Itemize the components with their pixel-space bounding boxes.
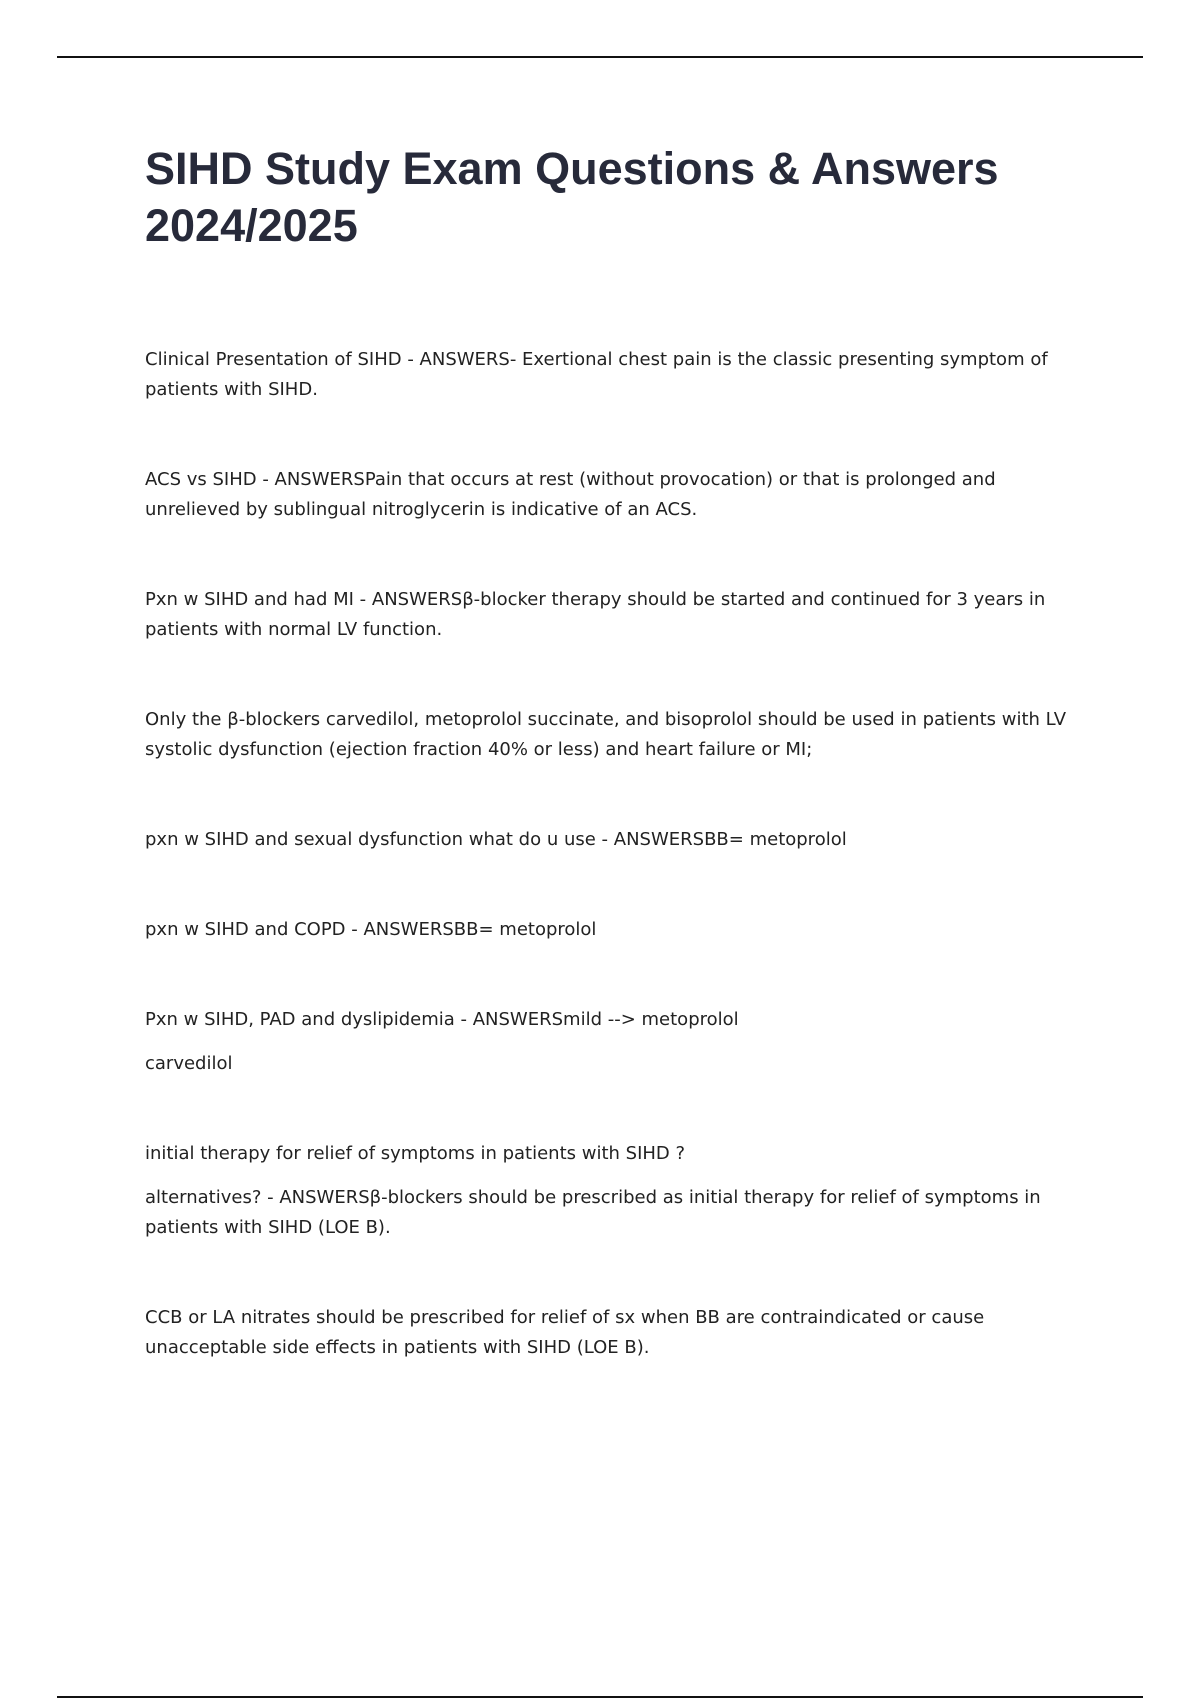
entry-copd: pxn w SIHD and COPD - ANSWERSBB= metoprolol bbox=[145, 919, 597, 940]
entry-clinical-presentation: Clinical Presentation of SIHD - ANSWERS- Exertional chest pain is the classic presenting symptom of patients with SIHD. bbox=[145, 349, 1048, 400]
entry-sihd-mi: Pxn w SIHD and had MI - ANSWERSβ-blocker therapy should be started and continued for 3 years in patients with normal LV function. bbox=[145, 589, 1046, 640]
entry-alternatives: alternatives? - ANSWERSβ-blockers should be prescribed as initial therapy for relief of symptoms in patients with SIHD (LOE B). bbox=[145, 1187, 1041, 1238]
footer-rule bbox=[57, 1696, 1143, 1698]
entry-carvedilol: carvedilol bbox=[145, 1053, 233, 1074]
document-title: SIHD Study Exam Questions & Answers 2024/2025 bbox=[145, 143, 999, 251]
entry-pad-dyslipidemia: Pxn w SIHD, PAD and dyslipidemia - ANSWERSmild --> metoprolol bbox=[145, 1009, 739, 1030]
entry-ccb-la-nitrates: CCB or LA nitrates should be prescribed for relief of sx when BB are contraindicated or cause unacceptable side effects in patients with SIHD (LOE B). bbox=[145, 1307, 985, 1358]
entry-sexual-dysfunction: pxn w SIHD and sexual dysfunction what do u use - ANSWERSBB= metoprolol bbox=[145, 829, 847, 850]
document-body bbox=[145, 345, 1095, 1363]
header-rule bbox=[57, 56, 1143, 58]
entry-initial-therapy: initial therapy for relief of symptoms in patients with SIHD ? bbox=[145, 1143, 686, 1164]
entry-beta-blockers-lv-dysfunction: Only the β-blockers carvedilol, metoprolol succinate, and bisoprolol should be used in patients with LV systolic dysfunction (ejection fraction 40% or less) and heart failure or MI; bbox=[145, 709, 1067, 760]
entry-acs-vs-sihd: ACS vs SIHD - ANSWERSPain that occurs at rest (without provocation) or that is prolonged and unrelieved by sublingual nitroglycerin is indicative of an ACS. bbox=[145, 469, 996, 520]
